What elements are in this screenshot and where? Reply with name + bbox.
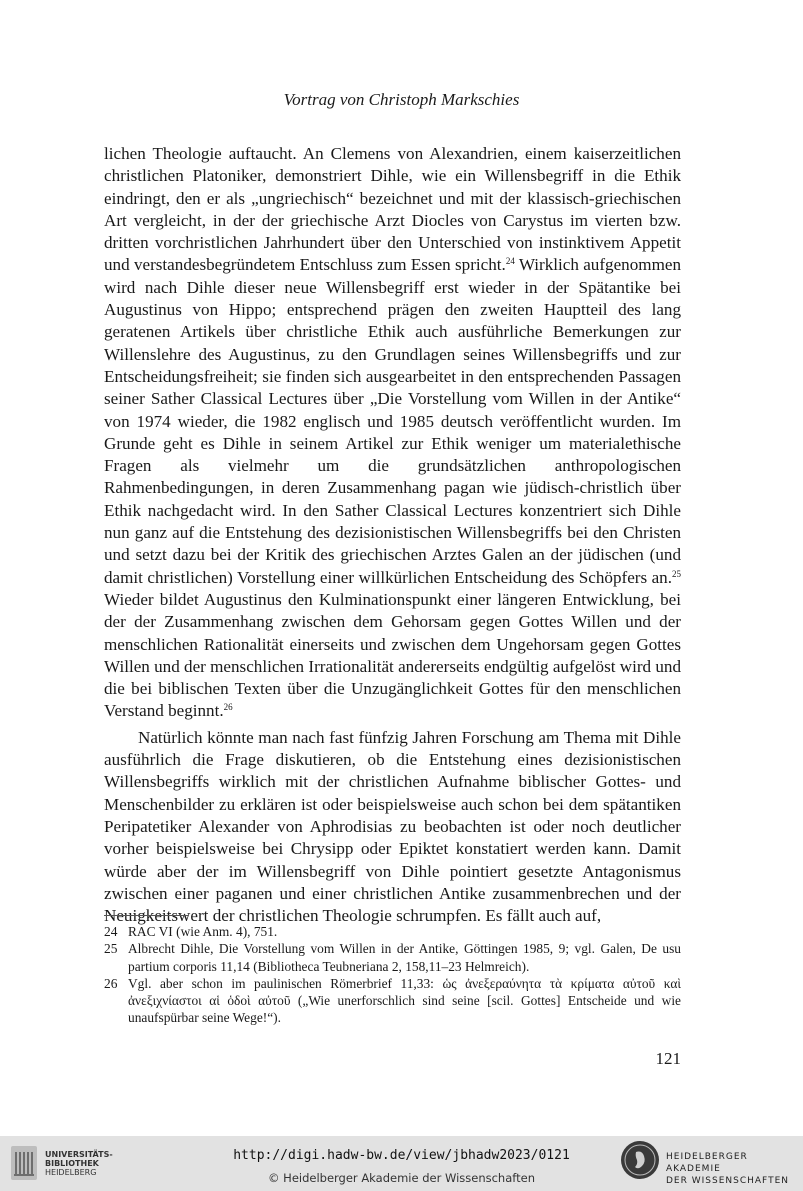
- footnote-ref-26[interactable]: 26: [223, 702, 233, 713]
- paragraph-1-part-c: Wieder bildet Augustinus den Kulminationspunkt einer längeren Entwicklung, bei der der Zusammenhang zwischen dem Gehorsam gegen Gottes Willen und der menschlichen Rationalität einerseits und zwischen dem Ungehorsam gegen Gottes Willen und der menschlichen Irrationalität andererseits endgültig aufgelöst wird und die bei biblischen Texten über die Unzugänglichkeit Gottes für den menschlichen Verstand beginnt.: [104, 589, 681, 721]
- paragraph-1: [104, 143, 681, 723]
- academy-label: [666, 1151, 803, 1187]
- permalink-url[interactable]: http://digi.hadw-bw.de/view/jbhadw2023/0121: [233, 1148, 570, 1163]
- footnote-text: RAC VI (wie Anm. 4), 751.: [128, 924, 278, 939]
- footnote-number: 25: [104, 941, 118, 957]
- footnote-25: [104, 940, 681, 975]
- paragraph-2: Natürlich könnte man nach fast fünfzig Jahren Forschung am Thema mit Dihle ausführlich die Frage diskutieren, ob die Entstehung eines dezisionistischen Willensbegriffs wirklich mit der christlichen Aufnahme biblischer Gottes- und Menschenbilder zu erklären ist oder beispielsweise auch schon bei dem spätantiken Peripatetiker Alexander von Aphrodisias zu beobachten ist oder noch deutlicher vorher beispielsweise bei Chrysipp oder Epiktet konstatiert werden kann. Damit würde aber der im Willensbegriff von Dihle pointiert gesetzte Antagonismus zwischen einer paganen und einer christlichen Antike zusammenbrechen und der Neuigkeitswert der christlichen Theologie schrumpfen. Es fällt auch auf,: [104, 727, 681, 926]
- library-label-line-2: BIBLIOTHEK: [45, 1159, 99, 1168]
- footer-bar: [0, 1136, 803, 1191]
- page-number: 121: [655, 1049, 681, 1068]
- footnote-divider: [104, 915, 188, 916]
- paragraph-1-part-a: lichen Theologie auftaucht. An Clemens von Alexandrien, einem kaiserzeitlichen christlichen Platoniker, demonstriert Dihle, wie ein Willensbegriff in die Ethik eindringt, den er als „ungriechisch“ bezeichnet und mit der klassisch-griechischen Art vergleicht, in der der griechische Arzt Diocles von Carystus im vierten bzw. dritten vorchristlichen Jahrhundert über den Unterschied von instinktivem Appetit und verstandesbegründetem Entschluss zum Essen spricht.: [104, 144, 681, 275]
- footnote-24: [104, 923, 681, 940]
- footnote-number: 26: [104, 975, 118, 991]
- footnote-text: Vgl. aber schon im paulinischen Römerbrief 11,33: ὡς ἀνεξεραύνητα τὰ κρίματα αὐτοῦ καὶ ἀνεξιχνίαστοι αἱ ὁδοὶ αὐτοῦ („Wie unerforschlich sind seine [scil. Gottes] Entscheide und wie unaufspürbar seine Wege!“).: [128, 975, 681, 1026]
- footnote-number: 24: [104, 924, 118, 939]
- academy-label-line-2: DER WISSENSCHAFTEN: [666, 1176, 789, 1186]
- copyright-notice: © Heidelberger Akademie der Wissenschaften: [268, 1171, 535, 1185]
- paragraph-1-part-b: Wirklich aufgenommen wird nach Dihle dieser neue Willensbegriff erst wieder in der Spätantike bei Augustinus von Hippo; entsprechend prägen den zweiten Hauptteil des lang geratenen Artikels über christliche Ethik auch ausführliche Bemerkungen zur Willenslehre des Augustinus, zu den Grundlagen seines Willensbegriffs und zur Entscheidungsfreiheit; sie finden sich ausgearbeitet in den entsprechenden Passagen seiner Sather Classical Lectures über „Die Vorstellung vom Willen in der Antike“ von 1974 wieder, die 1982 englisch und 1985 deutsch veröffentlicht wurden. Im Grunde geht es Dihle in seinem Artikel zur Ethik weniger um materialethische Fragen als vielmehr um die grundsätzlichen anthropologischen Rahmenbedingungen, in deren Zusammenhang pagan wie jüdisch-christlich über Ethik nachgedacht wird. In den Sather Classical Lectures konzentriert sich Dihle nun ganz auf die Entstehung des dezisionistischen Willensbegriffs bei den Christen und setzt dazu bei der Kritik des griechischen Arztes Galen an der jüdischen (und damit christlichen) Vorstellung einer willkürlichen Entscheidung des Schöpfers an.: [104, 255, 681, 587]
- footnote-26: [104, 975, 681, 1027]
- footnote-ref-25[interactable]: 25: [672, 568, 681, 579]
- academy-label-line-1: HEIDELBERGER AKADEMIE: [666, 1152, 748, 1174]
- footnote-text: Albrecht Dihle, Die Vorstellung vom Willen in der Antike, Göttingen 1985, 9; vgl. Galen, De usu partium corporis 11,14 (Bibliotheca Teubneriana 2, 158,11–23 Helmreich).: [128, 941, 681, 974]
- running-header: Vortrag von Christoph Markschies: [283, 90, 520, 109]
- footnotes: [104, 923, 681, 1027]
- library-label-line-1: UNIVERSITÄTS-: [45, 1150, 113, 1159]
- footnote-ref-24[interactable]: 24: [505, 256, 515, 267]
- body-text: [104, 143, 681, 927]
- academy-seal-icon[interactable]: [620, 1140, 660, 1180]
- library-label-line-3: HEIDELBERG: [45, 1168, 97, 1177]
